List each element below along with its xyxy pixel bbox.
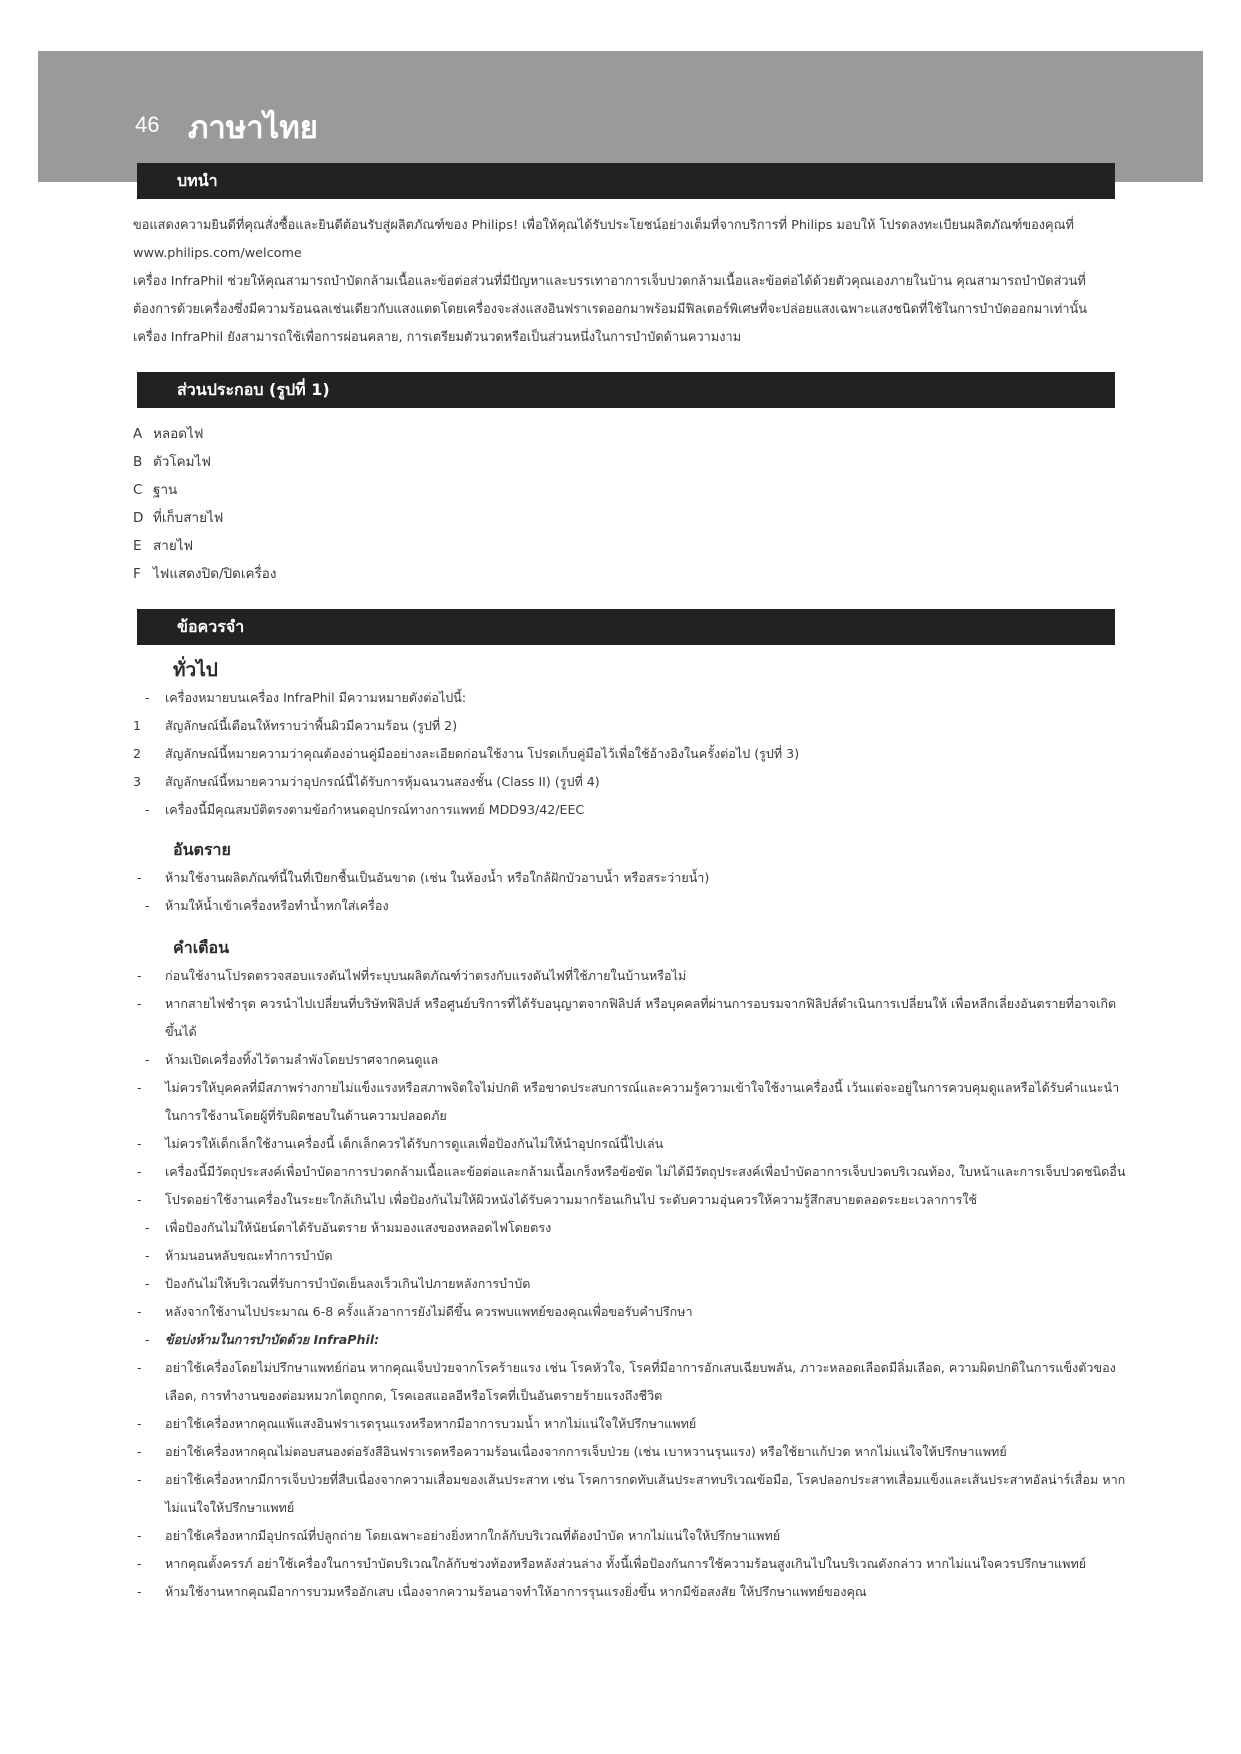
- list-item: - อย่าใช้เครื่องโดยไม่ปรึกษาแพทย์ก่อน หากคุณเจ็บป่วยจากโรคร้ายแรง เช่น โรคหัวใจ, โรคที่มีอาการอักเสบเฉียบพลัน, ภาวะหลอดเลือดมีลิ่มเลือด, ความผิดปกติในการแข็งตัวของเลือด, การทำงานของต่อมหมวกไตถูกกด, โรคเอสแอลอีหรือโรคที่เป็นอันตรายร้ายแรงถึงชีวิต: [137, 1360, 1116, 1403]
- list-item: - อย่าใช้เครื่องหากคุณไม่ตอบสนองต่อรังสีอินฟราเรดหรือความร้อนเนื่องจากการเจ็บป่วย (เช่น เบาหวานรุนแรง) หรือใช้ยาแก้ปวด หากไม่แน่ใจให้ปรึกษาแพทย์: [137, 1444, 1007, 1459]
- component-item: [133, 448, 276, 476]
- list-item: - ห้ามใช้งานผลิตภัณฑ์นี้ในที่เปียกชื้นเป็นอันขาด (เช่น ในห้องน้ำ หรือใกล้ฝักบัวอาบน้ำ หรือสระว่ายน้ำ): [137, 870, 710, 885]
- list-item: - เครื่องนี้มีวัตถุประสงค์เพื่อบำบัดอาการปวดกล้ามเนื้อและข้อต่อและกล้ามเนื้อเกร็งหรือข้อขัด ไม่ได้มีวัตถุประสงค์เพื่อบำบัดอาการเจ็บปวดบริเวณท้อง, ใบหน้าและการเจ็บปวดชนิดอื่น: [137, 1164, 1126, 1179]
- components-heading: ส่วนประกอบ (รูปที่ 1): [137, 372, 1115, 408]
- list-item: - อย่าใช้เครื่องหากมีการเจ็บป่วยที่สืบเนื่องจากความเสื่อมของเส้นประสาท เช่น โรคการกดทับเส้นประสาทบริเวณข้อมือ, โรคปลอกประสาทเสื่อมแข็งและเส้นประสาทอัลน่าร์เสื่อม หากไม่แน่ใจให้ปรึกษาแพทย์: [137, 1472, 1126, 1515]
- general-subheading: ทั่วไป: [173, 659, 218, 681]
- list-item: - ไม่ควรให้เด็กเล็กใช้งานเครื่องนี้ เด็กเล็กควรได้รับการดูแลเพื่อป้องกันไม่ให้นำอุปกรณ์นี้ไปเล่น: [137, 1136, 664, 1151]
- warning-subheading: คำเตือน: [173, 938, 230, 957]
- list-item: - ห้ามนอนหลับขณะทำการบำบัด: [145, 1248, 333, 1263]
- list-item: - หลังจากใช้งานไปประมาณ 6-8 ครั้งแล้วอาการยังไม่ดีขึ้น ควรพบแพทย์ของคุณเพื่อขอรับคำปรึกษา: [137, 1304, 693, 1319]
- list-item: - ห้ามให้น้ำเข้าเครื่องหรือทำน้ำหกใส่เครื่อง: [145, 898, 389, 913]
- component-label: ไฟแสดงปิด/ปิดเครื่อง: [153, 566, 277, 582]
- intro-heading: บทนำ: [137, 163, 1115, 199]
- warning-list: [133, 962, 1133, 1606]
- component-label: ฐาน: [153, 482, 178, 498]
- list-item: - หากคุณตั้งครรภ์ อย่าใช้เครื่องในการบำบัดบริเวณใกล้กับช่วงท้องหรือหลังส่วนล่าง ทั้งนี้เพื่อป้องกันการใช้ความร้อนสูงเกินไปในบริเวณดังกล่าว หากไม่แน่ใจควรปรึกษาแพทย์: [137, 1556, 1087, 1571]
- list-item: - หากสายไฟชำรุด ควรนำไปเปลี่ยนที่บริษัทฟิลิปส์ หรือศูนย์บริการที่ได้รับอนุญาตจากฟิลิปส์ หรือบุคคลที่ผ่านการอบรมจากฟิลิปส์ดำเนินการเปลี่ยนให้ เพื่อหลีกเลี่ยงอันตรายที่อาจเกิดขึ้นได้: [137, 996, 1117, 1039]
- important-heading: ข้อควรจำ: [137, 609, 1115, 645]
- component-letter: C: [133, 482, 143, 498]
- component-item: [133, 420, 276, 448]
- component-item: [133, 560, 276, 588]
- component-item: [133, 532, 276, 560]
- intro-paragraph-1: ขอแสดงความยินดีที่คุณสั่งซื้อและยินดีต้อนรับสู่ผลิตภัณฑ์ของ Philips! เพื่อให้คุณได้รับประโยชน์อย่างเต็มที่จากบริการที่ Philips มอบให้ โปรดลงทะเบียนผลิตภัณฑ์ของคุณที่ www.philips.com/welcome: [133, 218, 1074, 261]
- list-item: - ป้องกันไม่ให้บริเวณที่รับการบำบัดเย็นลงเร็วเกินไปภายหลังการบำบัด: [145, 1276, 531, 1291]
- general-list: [133, 684, 1133, 824]
- danger-list: [133, 864, 1133, 920]
- component-item: [133, 504, 276, 532]
- list-item: - ห้ามเปิดเครื่องทิ้งไว้ตามลำพังโดยปราศจากคนดูแล: [145, 1052, 439, 1067]
- component-label: สายไฟ: [153, 538, 194, 554]
- list-item: - อย่าใช้เครื่องหากมีอุปกรณ์ที่ปลูกถ่าย โดยเฉพาะอย่างยิ่งหากใกล้กับบริเวณที่ต้องบำบัด หากไม่แน่ใจให้ปรึกษาแพทย์: [137, 1528, 781, 1543]
- list-item: - เครื่องนี้มีคุณสมบัติตรงตามข้อกำหนดอุปกรณ์ทางการแพทย์ MDD93/42/EEC: [145, 802, 585, 817]
- component-letter: D: [133, 510, 144, 526]
- components-list: [133, 420, 276, 588]
- component-letter: F: [133, 566, 141, 582]
- list-item: 2 สัญลักษณ์นี้หมายความว่าคุณต้องอ่านคู่มืออย่างละเอียดก่อนใช้งาน โปรดเก็บคู่มือไว้เพื่อใช้อ้างอิงในครั้งต่อไป (รูปที่ 3): [133, 746, 800, 761]
- component-letter: E: [133, 538, 142, 554]
- page-language-title: ภาษาไทย: [188, 110, 318, 146]
- list-item: - เครื่องหมายบนเครื่อง InfraPhil มีความหมายดังต่อไปนี้:: [145, 690, 467, 705]
- list-item: 1 สัญลักษณ์นี้เตือนให้ทราบว่าพื้นผิวมีความร้อน (รูปที่ 2): [133, 718, 458, 733]
- list-item: - ข้อบ่งห้ามในการบำบัดด้วย InfraPhil:: [145, 1332, 380, 1347]
- list-item: - ไม่ควรให้บุคคลที่มีสภาพร่างกายไม่แข็งแรงหรือสภาพจิตใจไม่ปกติ หรือขาดประสบการณ์และความรู้ความเข้าใจใช้งานเครื่องนี้ เว้นแต่จะอยู่ในการควบคุมดูแลหรือได้รับคำแนะนำในการใช้งานโดยผู้ที่รับผิดชอบในด้านความปลอดภัย: [137, 1080, 1120, 1123]
- component-letter: B: [133, 454, 143, 470]
- list-item: - อย่าใช้เครื่องหากคุณแพ้แสงอินฟราเรดรุนแรงหรือหากมีอาการบวมน้ำ หากไม่แน่ใจให้ปรึกษาแพทย์: [137, 1416, 697, 1431]
- list-item: - ก่อนใช้งานโปรดตรวจสอบแรงดันไฟที่ระบุบนผลิตภัณฑ์ว่าตรงกับแรงดันไฟที่ใช้ภายในบ้านหรือไม่: [137, 968, 687, 983]
- component-letter: A: [133, 426, 143, 442]
- list-item: - เพื่อป้องกันไม่ให้นัยน์ตาได้รับอันตราย ห้ามมองแสงของหลอดไฟโดยตรง: [145, 1220, 552, 1235]
- intro-paragraph-2: เครื่อง InfraPhil ช่วยให้คุณสามารถบำบัดกล้ามเนื้อและข้อต่อส่วนที่มีปัญหาและบรรเทาอาการเจ็บปวดกล้ามเนื้อและข้อต่อได้ด้วยตัวคุณเองภายในบ้าน คุณสามารถบำบัดส่วนที่ต้องการด้วยเครื่องซึ่งมีความร้อนฉลเช่นเดียวกับแสงแดดโดยเครื่องจะส่งแสงอินฟราเรดออกมาพร้อมมีฟิลเตอร์พิเศษที่จะปล่อยแสงเฉพาะแสงชนิดที่ใช้ในการบำบัดออกมาเท่านั้น เครื่อง InfraPhil ยังสามารถใช้เพื่อการผ่อนคลาย, การเตรียมตัวนวดหรือเป็นส่วนหนึ่งในการบำบัดด้านความงาม: [133, 274, 1088, 345]
- component-item: [133, 476, 276, 504]
- component-label: ที่เก็บสายไฟ: [153, 510, 224, 526]
- list-item: 3 สัญลักษณ์นี้หมายความว่าอุปกรณ์นี้ได้รับการหุ้มฉนวนสองชั้น (Class II) (รูปที่ 4): [133, 774, 600, 789]
- danger-subheading: อันตราย: [173, 840, 231, 859]
- list-item: - โปรดอย่าใช้งานเครื่องในระยะใกล้เกินไป เพื่อป้องกันไม่ให้ผิวหนังได้รับความมากร้อนเกินไป ระดับความอุ่นควรให้ความรู้สึกสบายตลอดระยะเวลาการใช้: [137, 1192, 978, 1207]
- list-item: - ห้ามใช้งานหากคุณมีอาการบวมหรืออักเสบ เนื่องจากความร้อนอาจทำให้อาการรุนแรงยิ่งขึ้น หากมีข้อสงสัย ให้ปรึกษาแพทย์ของคุณ: [137, 1584, 867, 1599]
- component-label: ตัวโคมไฟ: [153, 454, 211, 470]
- component-label: หลอดไฟ: [153, 426, 204, 442]
- page-number: 46: [135, 112, 160, 137]
